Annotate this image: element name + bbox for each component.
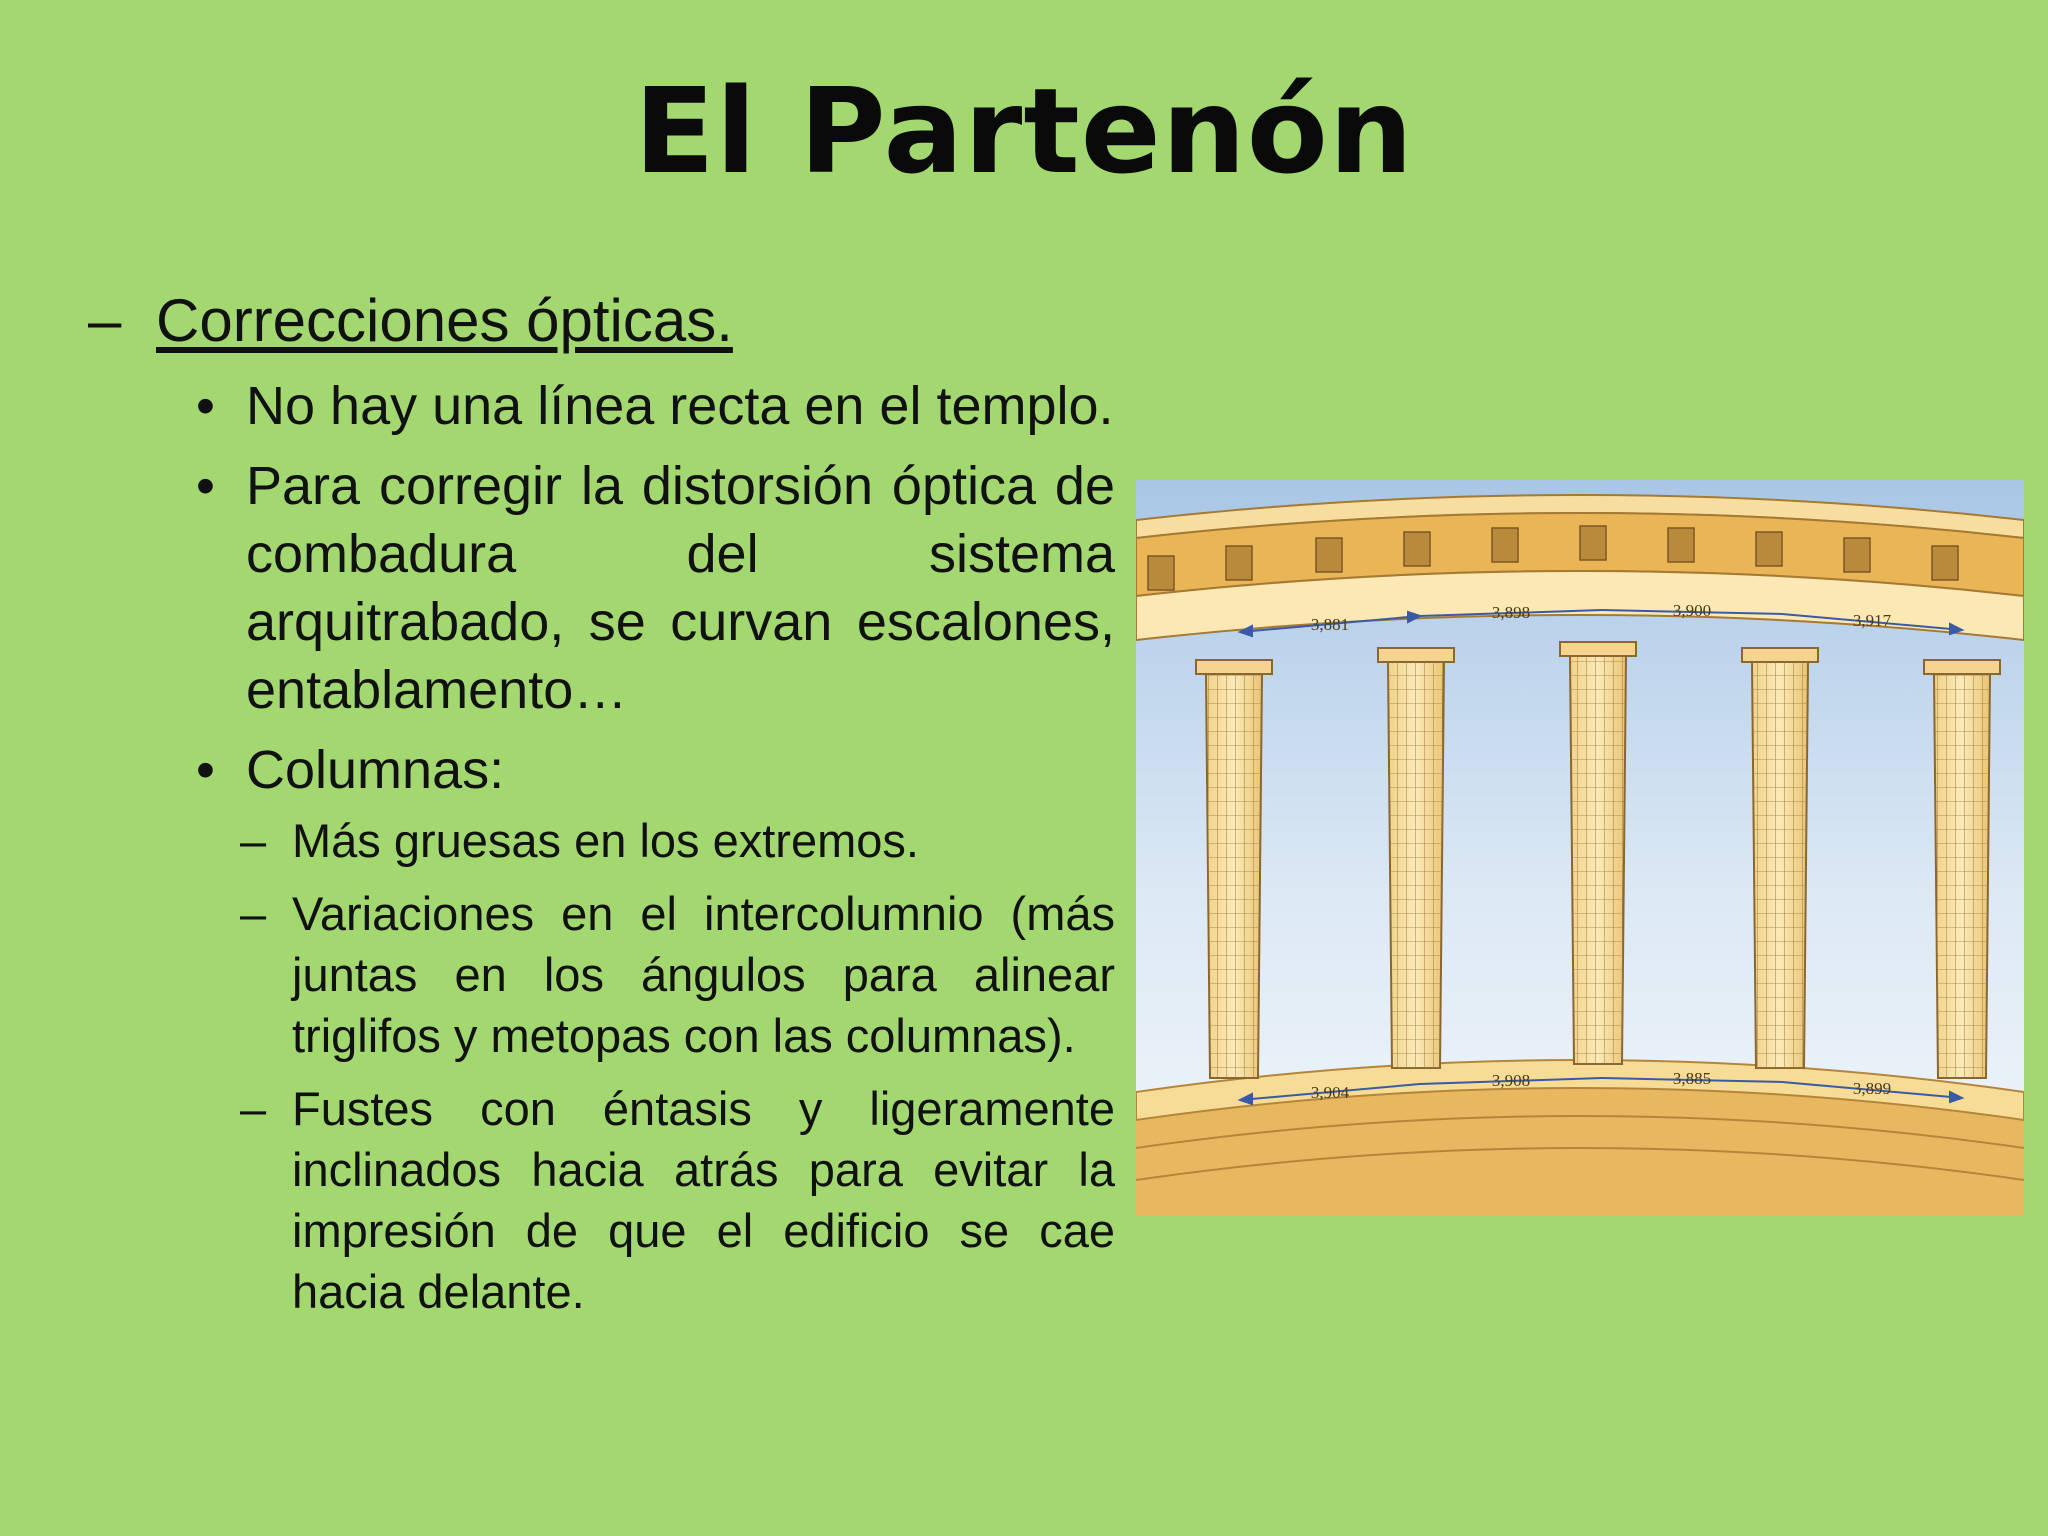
bullet-text: Columnas: bbox=[246, 740, 505, 800]
measure-label: 3,904 bbox=[1310, 1083, 1350, 1102]
subbullet-item bbox=[134, 1078, 1115, 1322]
measure-label: 3,899 bbox=[1852, 1079, 1892, 1098]
measure-label: 3,898 bbox=[1491, 603, 1531, 622]
bullet-text: No hay una línea recta en el templo. bbox=[246, 376, 1114, 436]
bullet-text: Para corregir la distorsión óptica de combadura del sistema arquitrabado, se curvan escalones, entablamento… bbox=[246, 456, 1115, 720]
subbullet-marker: – bbox=[240, 887, 267, 940]
measure-label: 3,900 bbox=[1672, 601, 1712, 620]
parthenon-colonnade-diagram bbox=[1136, 480, 2024, 1216]
measure-label: 3,908 bbox=[1491, 1071, 1531, 1090]
measure-label: 3,917 bbox=[1852, 611, 1892, 630]
heading-text: Correcciones ópticas. bbox=[156, 287, 733, 354]
bullet-item bbox=[190, 452, 1115, 724]
heading-dash: – bbox=[88, 287, 122, 354]
subbullet-marker: – bbox=[240, 1082, 267, 1135]
bullet-marker: • bbox=[196, 740, 215, 800]
slide-title: El Partenón bbox=[634, 62, 1414, 200]
subbullet-item bbox=[134, 883, 1115, 1066]
bullet-list bbox=[190, 372, 1115, 1334]
subbullet-marker: – bbox=[240, 814, 267, 867]
heading-item bbox=[88, 285, 733, 357]
bullet-item bbox=[190, 372, 1115, 440]
subbullet-text: Fustes con éntasis y ligeramente inclinados hacia atrás para evitar la impresión de que el edificio se cae hacia delante. bbox=[292, 1082, 1115, 1318]
bullet-marker: • bbox=[196, 376, 215, 436]
bullet-marker: • bbox=[196, 456, 215, 516]
bullet-item bbox=[190, 736, 1115, 804]
measure-label: 3,885 bbox=[1672, 1069, 1712, 1088]
subbullet-text: Variaciones en el intercolumnio (más juntas en los ángulos para alinear triglifos y metopas con las columnas). bbox=[292, 887, 1115, 1062]
subbullet-item bbox=[134, 810, 1115, 871]
measure-label: 3,881 bbox=[1310, 615, 1350, 634]
subbullet-text: Más gruesas en los extremos. bbox=[292, 814, 919, 867]
